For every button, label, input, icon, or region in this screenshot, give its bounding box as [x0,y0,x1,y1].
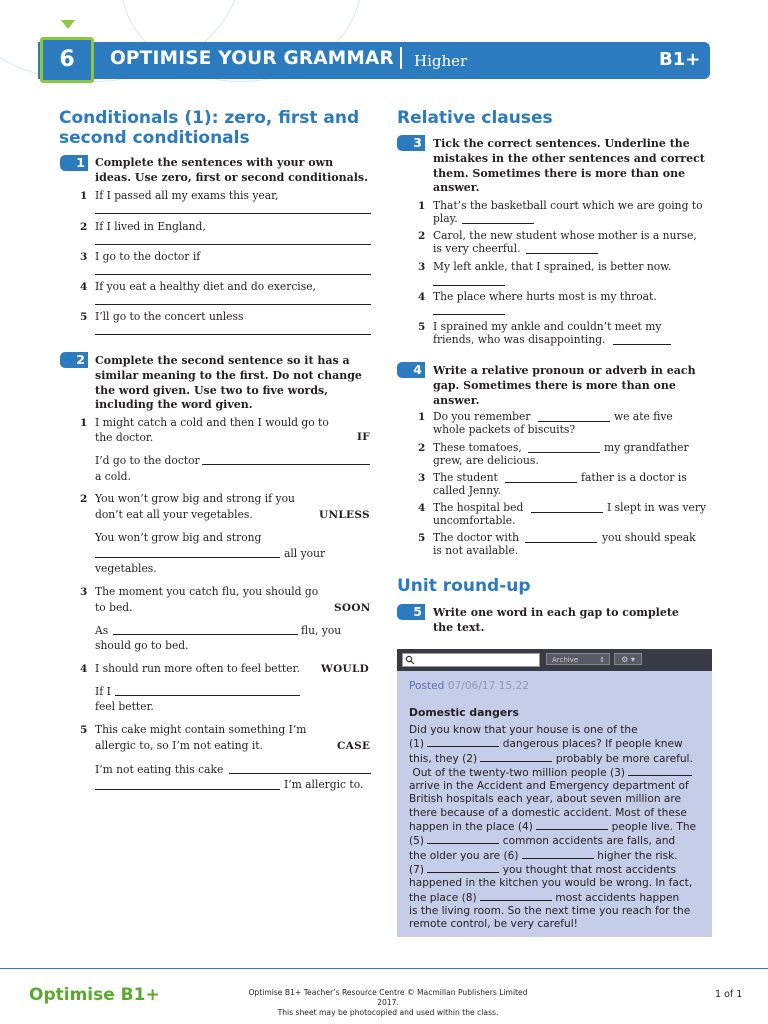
answer-line[interactable] [95,304,371,305]
archive-label: Archive [552,656,579,664]
item-number: 4 [80,281,88,293]
post-text: the older you are (6) [409,849,519,862]
answer-line[interactable] [229,773,371,774]
post-title: Domestic dangers [409,706,519,719]
item-number: 4 [418,291,426,303]
answer-line[interactable] [531,512,603,513]
item-text: allergic to, so I’m not eating it. [95,739,263,752]
answer-line[interactable] [113,634,298,635]
post-text: probably be more careful. [555,752,693,765]
item-text: is very cheerful. [433,242,521,255]
item-number: 1 [418,200,426,212]
item-number: 3 [418,261,426,273]
chevron-updown-icon: ⇕ [599,656,605,664]
post-body [409,724,709,931]
item-text: These tomatoes, [433,441,522,454]
item-text: I should run more often to feel better. [95,662,300,675]
item-text: The moment you catch flu, you should go [95,585,319,598]
item-number: 5 [418,321,426,333]
item-text: The student [433,471,498,484]
header-title: OPTIMISE YOUR GRAMMAR [110,48,394,69]
post-line: happened in the kitchen you would be wrong. In fact, [409,877,693,890]
answer-line[interactable] [613,344,671,345]
instruction-line: them. Sometimes there is more than one [433,166,686,180]
post-text: people live. The [611,821,697,834]
answer-line[interactable] [528,452,600,453]
instruction-line: Write a relative pronoun or adverb in each [433,364,696,377]
exercise-number: 3 [397,135,425,151]
item-number: 2 [80,221,88,233]
exercise-instruction [95,354,362,413]
exercise-instruction [433,137,705,196]
instruction-line: Write one word in each gap to complete [433,606,679,619]
level-badge: B1+ [659,49,701,70]
answer-line[interactable] [505,482,577,483]
answer-prompt: I’d go to the doctor [95,454,200,467]
instruction-line: including the word given. [95,398,253,412]
exercise-number: 2 [60,352,88,368]
item-text: This cake might contain something I’m [95,723,307,736]
post-text: the place (8) [409,891,477,904]
copyright-line: This sheet may be photocopied and used within the class. [277,1008,499,1017]
footer-copyright [240,988,536,1018]
post-text: common accidents are falls, and [502,835,676,848]
item-text: My left ankle, that I sprained, is better now. [433,260,672,273]
item-number: 2 [80,493,88,505]
instruction-line: the text. [433,620,485,634]
answer-prompt: I’m not eating this cake [95,763,224,776]
post-line [409,849,709,863]
item-number: 3 [418,472,426,484]
answer-line[interactable] [95,334,371,335]
answer-line[interactable] [433,314,505,315]
post-text: higher the risk. [597,849,678,862]
answer-prompt: all your [284,547,326,560]
answer-line[interactable] [202,464,370,465]
item-text: we ate five [614,410,673,423]
answer-prompt: I’m allergic to. [284,778,364,791]
item-text: If I passed all my exams this year, [95,189,279,202]
instruction-line: the word given. Use two to five words, [95,383,329,397]
post-date: 07/06/17 15.22 [447,680,530,692]
item-text: grew, are delicious. [433,454,539,467]
item-text: That’s the basketball court which we are going to [433,199,703,212]
item-text: is not available. [433,544,519,557]
gap-line[interactable] [522,849,594,859]
item-text: the doctor. [95,431,154,444]
post-meta [409,680,529,693]
exercise-number: 1 [60,155,88,171]
post-line [409,863,709,877]
post-line [409,766,709,780]
gap-number: (5) [409,835,425,848]
answer-prompt: should go to bed. [95,639,189,652]
post-line: there because of a domestic accident. Most of these [409,806,687,819]
item-number: 5 [418,532,426,544]
instruction-line: similar meaning to the first. Do not change [95,368,362,382]
item-text: The place where hurts most is my throat. [433,290,657,303]
instruction-line: gap. Sometimes there is more than one [433,378,676,392]
answer-prompt: You won’t grow big and strong [95,531,262,544]
item-text: If I lived in England, [95,220,206,233]
item-text: The hospital bed [433,501,524,514]
item-text: don’t eat all your vegetables. [95,508,253,521]
archive-select[interactable] [546,653,610,665]
answer-line[interactable] [95,274,371,275]
instruction-line: answer. [433,181,480,195]
exercise-number: 5 [397,604,425,620]
post-text: you thought that most accidents [502,863,677,876]
post-text: most accidents happen [555,891,680,904]
item-number: 2 [418,442,426,454]
item-number: 1 [80,190,88,202]
answer-prompt: feel better. [95,700,154,713]
section-title-unit-round-up: Unit round-up [397,576,531,596]
post-text: dangerous places? If people knew [502,738,683,751]
answer-prompt: a cold. [95,470,131,483]
post-line: arrive in the Accident and Emergency department of [409,780,689,793]
post-line [409,820,709,834]
item-text: my grandfather [604,441,689,454]
answer-line[interactable] [462,223,534,224]
gap-line[interactable] [628,766,692,776]
instruction-line: Complete the second sentence so it has a [95,354,350,367]
answer-line[interactable] [95,213,371,214]
section-title-line: Conditionals (1): zero, first and [59,108,360,128]
instruction-line: Complete the sentences with your own [95,156,334,169]
gap-line[interactable] [480,752,552,762]
item-text: you should speak [602,531,696,544]
exercise-instruction [95,156,368,186]
section-title-relative-clauses: Relative clauses [397,108,553,128]
item-number: 1 [418,411,426,423]
post-line [409,891,709,905]
instruction-line: answer. [433,393,480,407]
post-text: Out of the twenty-two million people (3) [409,766,625,779]
item-text: I might catch a cold and then I would go to [95,416,329,429]
item-text: uncomfortable. [433,514,516,527]
item-text: to bed. [95,601,133,614]
instruction-line: Tick the correct sentences. Underline the [433,137,690,150]
search-input[interactable] [402,653,540,667]
item-number: 5 [80,724,88,736]
answer-line[interactable] [115,695,300,696]
gap-line[interactable] [427,834,499,844]
item-text: Carol, the new student whose mother is a nurse, [433,229,697,242]
instruction-line: ideas. Use zero, first or second conditionals. [95,170,368,184]
instruction-line: mistakes in the other sentences and correct [433,151,705,165]
keyword: SOON [334,602,371,614]
item-text: Do you remember [433,410,531,423]
item-text: friends, who was disappointing. [433,333,606,346]
post-line: is the living room. So the next time you reach for the [409,904,691,917]
item-number: 2 [418,230,426,242]
gap-line[interactable] [427,737,499,747]
gap-number: (7) [409,863,425,876]
item-text: I slept in was very [607,501,706,514]
item-text: I sprained my ankle and couldn’t meet my [433,320,662,333]
answer-prompt: flu, you [301,624,342,637]
item-number: 1 [80,417,88,429]
item-text: father is a doctor is [581,471,687,484]
keyword: WOULD [321,663,370,675]
item-text: The doctor with [433,531,519,544]
posted-label: Posted [409,680,445,692]
exercise-instruction [433,606,679,636]
post-text: this, they (2) [409,752,478,765]
answer-line[interactable] [538,421,610,422]
keyword: UNLESS [319,509,370,521]
header-level: Higher [414,52,468,70]
gap-line[interactable] [480,891,552,901]
section-title-conditionals [59,108,359,148]
post-text: happen in the place (4) [409,821,533,834]
post-line [409,752,709,766]
post-line: Did you know that your house is one of the [409,724,638,736]
answer-line[interactable] [525,542,597,543]
item-number: 4 [80,663,88,675]
item-number: 3 [80,251,88,263]
unit-number: 6 [40,37,94,83]
header-separator [400,47,402,69]
exercise-instruction [433,364,696,408]
copyright-line: Optimise B1+ Teacher’s Resource Centre © Macmillan Publishers Limited 2017. [248,988,528,1007]
triangle-down-icon [61,20,75,29]
answer-prompt: If I [95,685,111,698]
item-text: whole packets of biscuits? [433,423,576,436]
answer-line[interactable] [433,285,505,286]
item-number: 4 [418,502,426,514]
post-line [409,834,709,848]
gap-line[interactable] [536,820,608,830]
keyword: CASE [337,740,371,752]
answer-prompt: As [95,624,109,637]
item-text: I’ll go to the concert unless [95,310,244,323]
keyword: IF [357,431,370,443]
item-number: 5 [80,311,88,323]
footer-brand: Optimise B1+ [29,985,160,1005]
page-number: 1 of 1 [715,989,743,1000]
answer-prompt: vegetables. [95,562,157,575]
post-line [409,737,709,751]
post-line: remote control, be very careful! [409,918,578,931]
item-number: 3 [80,586,88,598]
item-text: You won’t grow big and strong if you [95,492,295,505]
section-title-line: second conditionals [59,128,250,148]
item-text: If you eat a healthy diet and do exercise, [95,280,316,293]
gap-number: (1) [409,738,425,751]
settings-button[interactable] [614,653,642,665]
item-text: play. [433,212,458,225]
post-line: British hospitals each year, about seven million are [409,793,682,806]
answer-line[interactable] [95,244,371,245]
item-text: called Jenny. [433,484,502,497]
search-icon [405,655,415,665]
answer-line[interactable] [526,253,598,254]
answer-line[interactable] [95,557,280,558]
item-text: I go to the doctor if [95,250,201,263]
gap-line[interactable] [427,863,499,873]
gear-icon: ⚙ ▾ [621,655,635,664]
footer-divider [0,968,768,969]
exercise-number: 4 [397,362,425,378]
answer-line[interactable] [95,789,280,790]
